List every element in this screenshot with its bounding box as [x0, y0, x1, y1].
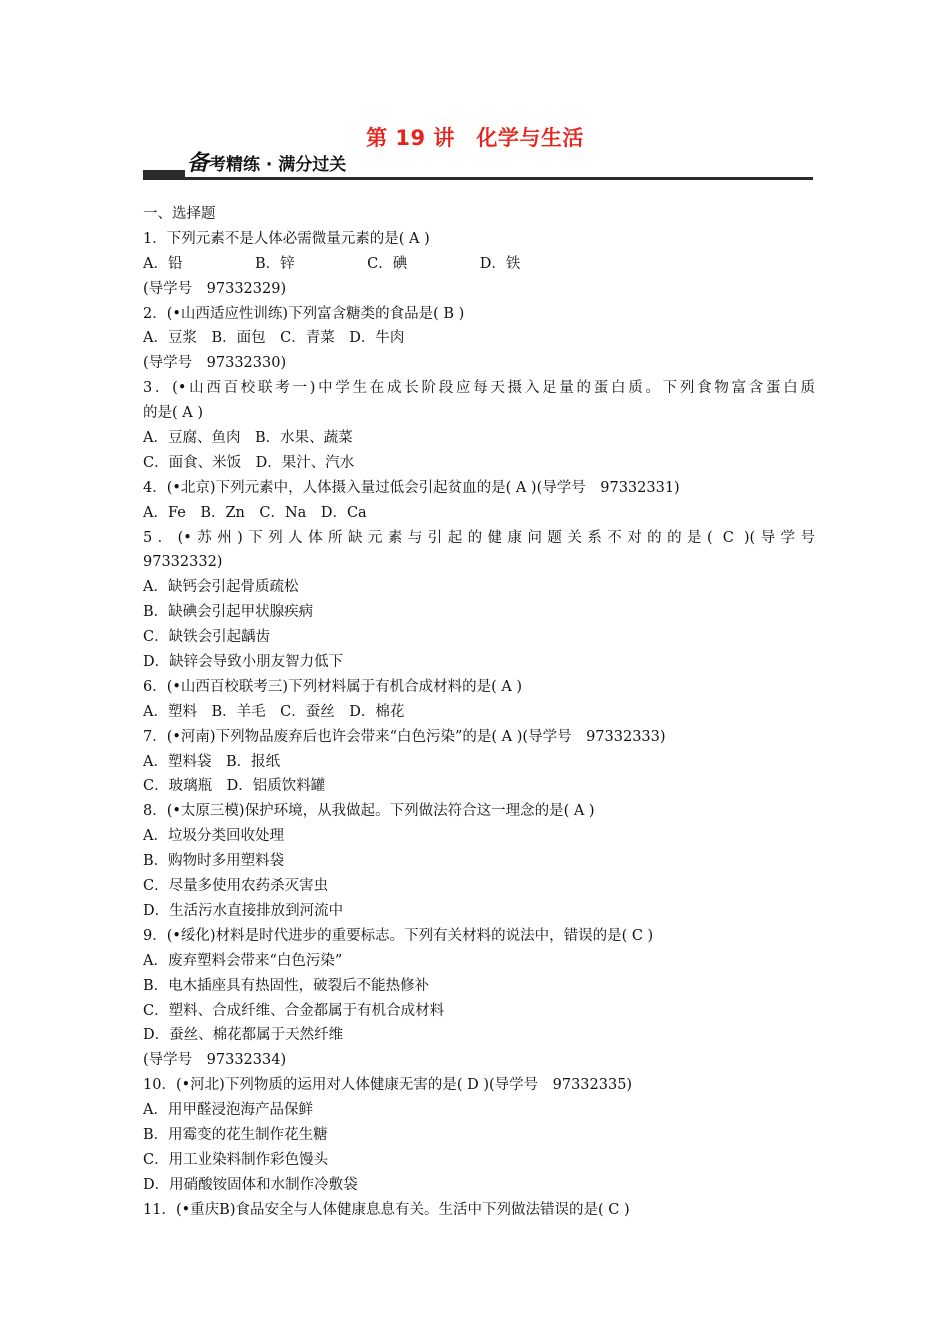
text-line: 7．(•河南)下列物品废弃后也许会带来“白色污染”的是( A )(导学号 97332333) [143, 728, 666, 745]
banner-label [187, 152, 350, 177]
text-line: D．蚕丝、棉花都属于天然纤维 [143, 1027, 344, 1044]
text-line: A．豆腐、鱼肉 B．水果、蔬菜 [143, 430, 353, 447]
banner-block [143, 170, 185, 180]
text-line: D．生活污水直接排放到河流中 [143, 902, 344, 919]
text-line: A．塑料袋 B．报纸 [143, 753, 281, 770]
text-line: B．电木插座具有热固性，破裂后不能热修补 [143, 977, 430, 994]
text-line: A．废弃塑料会带来“白色污染” [143, 952, 343, 969]
text-line: C．面食、米饭 D．果汁、汽水 [143, 454, 355, 471]
text-line: C．玻璃瓶 D．铝质饮料罐 [143, 778, 326, 795]
text-line: C．塑料、合成纤维、合金都属于有机合成材料 [143, 1002, 445, 1019]
text-line: 9．(•绥化)材料是时代进步的重要标志。下列有关材料的说法中，错误的是( C ) [143, 927, 654, 944]
text-line: A．Fe B．Zn C．Na D．Ca [143, 504, 367, 521]
text-line: A．用甲醛浸泡海产品保鲜 [143, 1102, 313, 1119]
text-line: 97332332) [143, 554, 223, 571]
text-line: B．缺碘会引起甲状腺疾病 [143, 604, 314, 621]
text-line: (导学号 97332329) [143, 280, 287, 297]
text-line: A．豆浆 B．面包 C．青菜 D．牛肉 [143, 330, 405, 347]
text-line: 5．(•苏州)下列人体所缺元素与引起的健康问题关系不对的的是( C )(导学号 [143, 529, 815, 546]
text-line: A．缺钙会引起骨质疏松 [143, 579, 299, 596]
text-line: (导学号 97332334) [143, 1052, 287, 1069]
text-line: A．垃圾分类回收处理 [143, 828, 284, 845]
text-line: 10．(•河北)下列物质的运用对人体健康无害的是( D )(导学号 97332335) [143, 1077, 633, 1094]
page-title: 第 19 讲 化学与生活 [366, 126, 584, 150]
text-line: 6．(•山西百校联考三)下列材料属于有机合成材料的是( A ) [143, 678, 523, 695]
banner-big-char: 备 [187, 151, 210, 176]
banner-rule [185, 177, 813, 180]
text-line: 的是( A ) [143, 405, 204, 422]
text-line: A．塑料 B．羊毛 C．蚕丝 D．棉花 [143, 703, 405, 720]
text-line: D．缺锌会导致小朋友智力低下 [143, 654, 344, 671]
text-line: 11．(•重庆B)食品安全与人体健康息息有关。生活中下列做法错误的是( C ) [143, 1201, 630, 1218]
text-line: B．用霉变的花生制作花生糖 [143, 1126, 328, 1143]
text-line: (导学号 97332330) [143, 355, 287, 372]
text-line: 8．(•太原三模)保护环境，从我做起。下列做法符合这一理念的是( A ) [143, 803, 595, 820]
question-list [143, 202, 815, 1223]
text-line: 4．(•北京)下列元素中，人体摄入量过低会引起贫血的是( A )(导学号 97332331) [143, 479, 680, 496]
text-line: D．用硝酸铵固体和水制作冷敷袋 [143, 1176, 358, 1193]
text-line: C．缺铁会引起龋齿 [143, 629, 271, 646]
banner-text: 考精练 · 满分过关 [209, 155, 347, 175]
text-line: 1．下列元素不是人体必需微量元素的是( A ) [143, 230, 430, 247]
text-line: B．购物时多用塑料袋 [143, 853, 285, 870]
section-banner [143, 152, 813, 186]
text-line: C．用工业染料制作彩色馒头 [143, 1151, 329, 1168]
text-line: 3．(•山西百校联考一)中学生在成长阶段应每天摄入足量的蛋白质。下列食物富含蛋白质 [143, 380, 815, 397]
text-line: 2．(•山西适应性训练)下列富含糖类的食品是( B ) [143, 305, 465, 322]
text-line: A．铅 B．锌 C．碘 D．铁 [143, 255, 521, 272]
text-line: 一、选择题 [143, 206, 216, 222]
text-line: C．尽量多使用农药杀灭害虫 [143, 878, 329, 895]
